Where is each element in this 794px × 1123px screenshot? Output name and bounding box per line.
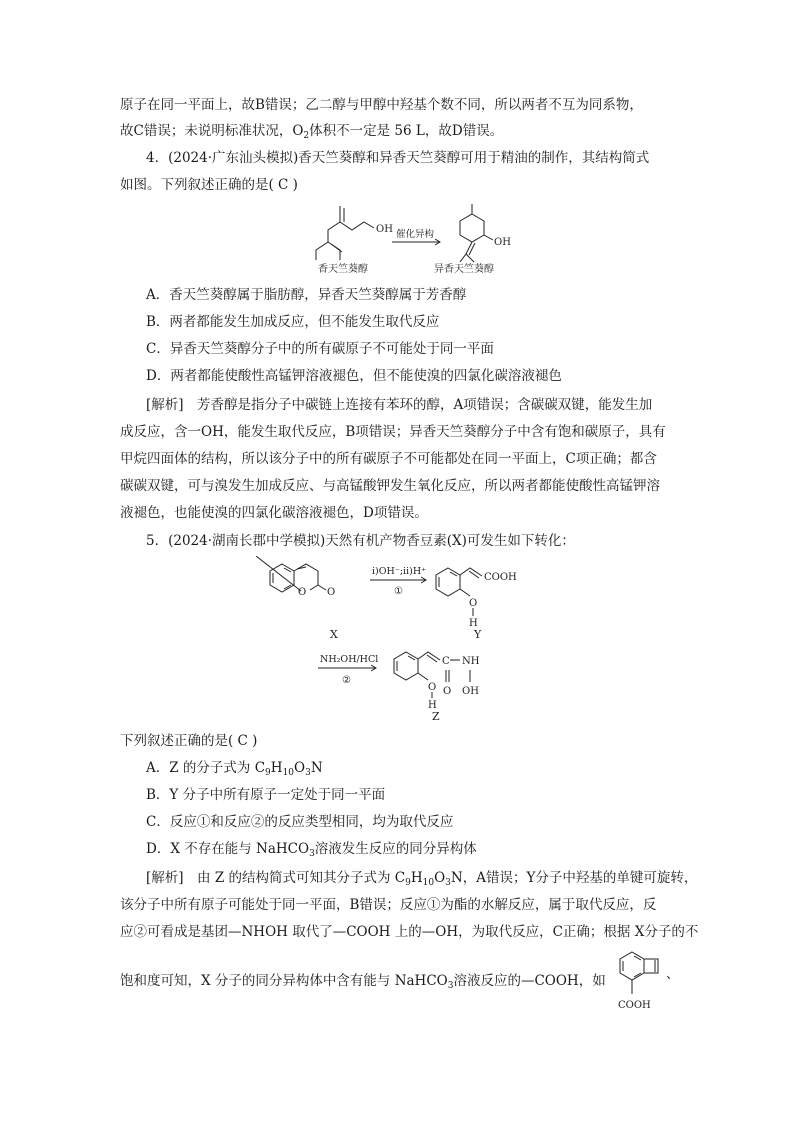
- intro-line-2-b: 体积不一定是 56 L，故D错误。: [309, 123, 504, 139]
- q5-option-a-n: N: [310, 760, 323, 776]
- intro-line-2-a: 故C错误；未说明标准状况，O: [120, 123, 304, 139]
- q5-option-a-sub-c: 9: [265, 768, 271, 778]
- q5-step2-reagent: NH₂OH/HCl: [320, 654, 379, 665]
- q5-z-carbonyl-o: O: [443, 686, 452, 697]
- q4-oh-right: OH: [494, 237, 511, 248]
- q5-option-a-text: A．Z 的分子式为 C: [146, 760, 266, 776]
- q5-label-x: X: [330, 628, 338, 641]
- q5-analysis-4-sub: 3: [447, 981, 454, 991]
- q5-option-d-a: D．X 不存在能与 NaHCO: [146, 841, 310, 857]
- q5-analysis-4-b: 溶液反应的—COOH，如: [453, 973, 606, 989]
- q5-x-o: O: [327, 587, 336, 598]
- q5-step1-reagent: ⅰ)OH⁻;ⅱ)H⁺: [372, 566, 427, 577]
- q5-option-d-b: 溶液发生反应的同分异构体: [314, 841, 477, 857]
- q5-ask: 下列叙述正确的是( C ): [120, 733, 258, 749]
- q5-x-ring-o: O: [298, 587, 307, 598]
- q5-y-h: H: [469, 618, 478, 629]
- q5-z-h: H: [428, 700, 437, 711]
- q5-analysis-line-3: 应②可看成是基团—NHOH 取代了—COOH 上的—OH，为取代反应，C正确；根据 X分子的不: [120, 924, 699, 940]
- q5-option-b: B．Y 分子中所有原子一定处于同一平面: [146, 787, 386, 803]
- q5-analysis-line-1: [146, 869, 697, 892]
- q4-reaction-figure: [300, 200, 520, 278]
- q5-z-nh: NH: [462, 656, 480, 667]
- q5-z-c: C: [442, 656, 450, 667]
- q4-arrow-label: 催化异构: [396, 229, 435, 240]
- q5-option-a-sub-h: 10: [282, 768, 295, 778]
- q4-analysis-line-3: 甲烷四面体的结构，所以该分子中的所有碳原子不可能都处在同一平面上，C项正确；都含: [120, 451, 657, 467]
- q5-analysis-line-2: 该分子中所有原子可能处于同一平面，B错误；反应①为酯的水解反应，属于取代反应，反: [120, 897, 657, 913]
- q4-analysis-line-1: [解析] 芳香醇是指分子中碳链上连接有苯环的醇，A项错误；含碳碳双键，能发生加: [146, 397, 653, 413]
- q5-option-c: C．反应①和反应②的反应类型相同，均为取代反应: [146, 814, 454, 830]
- q4-analysis-line-5: 液褪色，也能使溴的四氯化碳溶液褪色，D项错误。: [120, 505, 428, 521]
- q5-option-d-sub: 3: [309, 849, 315, 859]
- q4-product-label: 异香天竺葵醇: [434, 264, 494, 275]
- q5-y-cooh: COOH: [484, 572, 517, 583]
- q5-z-oh: OH: [462, 686, 479, 697]
- q5-reaction-figure: [256, 556, 556, 722]
- intro-o2-subscript: 2: [303, 131, 310, 141]
- q5-option-a-h: H: [270, 760, 283, 776]
- q5-analysis-1-o: O: [434, 870, 446, 886]
- q5-analysis-1-sub-c: 9: [405, 878, 411, 888]
- q5-stem: 5．(2024·湖南长郡中学模拟)天然有机产物香豆素(X)可发生如下转化：: [146, 533, 575, 549]
- q4-stem-line-2: 如图。下列叙述正确的是( C ): [120, 177, 298, 193]
- q5-step2-num: ②: [342, 675, 351, 686]
- q5-example-tail: 、: [666, 967, 680, 982]
- q5-step1-num: ①: [394, 586, 403, 597]
- q5-option-a-sub-o: 3: [305, 768, 311, 778]
- q4-option-b: B．两者都能发生加成反应，但不能发生取代反应: [146, 314, 440, 330]
- q4-option-a: A．香天竺葵醇属于脂肪醇，异香天竺葵醇属于芳香醇: [146, 287, 467, 303]
- q5-analysis-line-4: [120, 972, 606, 995]
- q4-analysis-line-2: 成反应，含一OH，能发生取代反应，B项错误；异香天竺葵醇分子中含有饱和碳原子，具有: [120, 424, 666, 440]
- q5-analysis-1-b: N，A错误；Y分子中羟基的单键可旋转，: [450, 870, 698, 886]
- q4-stem-line-1: 4．(2024·广东汕头模拟)香天竺葵醇和异香天竺葵醇可用于精油的制作，其结构简式: [146, 150, 650, 166]
- q5-option-a-o: O: [294, 760, 306, 776]
- q5-example-cooh: COOH: [618, 1000, 651, 1011]
- q5-example-structure: [610, 948, 680, 1016]
- q4-analysis-line-4: 碳碳双键，可与溴发生加成反应、与高锰酸钾发生氧化反应，所以两者都能使酸性高锰钾溶: [120, 478, 660, 494]
- q4-oh-left: OH: [376, 224, 393, 235]
- q5-analysis-1-a: [解析] 由 Z 的结构简式可知其分子式为 C: [146, 870, 406, 886]
- q5-analysis-1-h: H: [410, 870, 423, 886]
- q5-y-o: O: [469, 598, 478, 609]
- q5-z-o: O: [428, 682, 437, 693]
- intro-line-2: [120, 122, 503, 145]
- q5-label-y: Y: [474, 628, 482, 641]
- intro-line-1: 原子在同一平面上，故B错误；乙二醇与甲醇中羟基个数不同，所以两者不互为同系物，: [120, 97, 643, 113]
- q4-reactant-label: 香天竺葵醇: [318, 264, 368, 275]
- q5-option-d: [146, 840, 477, 863]
- q5-label-z: Z: [432, 710, 440, 722]
- q5-analysis-1-sub-h: 10: [422, 878, 435, 888]
- q4-option-d: D．两者都能使酸性高锰钾溶液褪色，但不能使溴的四氯化碳溶液褪色: [146, 368, 562, 384]
- q4-option-c: C．异香天竺葵醇分子中的所有碳原子不可能处于同一平面: [146, 341, 494, 357]
- q5-analysis-4-a: 饱和度可知，X 分子的同分异构体中含有能与 NaHCO: [120, 973, 448, 989]
- q5-option-a: [146, 759, 323, 782]
- q5-analysis-1-sub-o: 3: [445, 878, 451, 888]
